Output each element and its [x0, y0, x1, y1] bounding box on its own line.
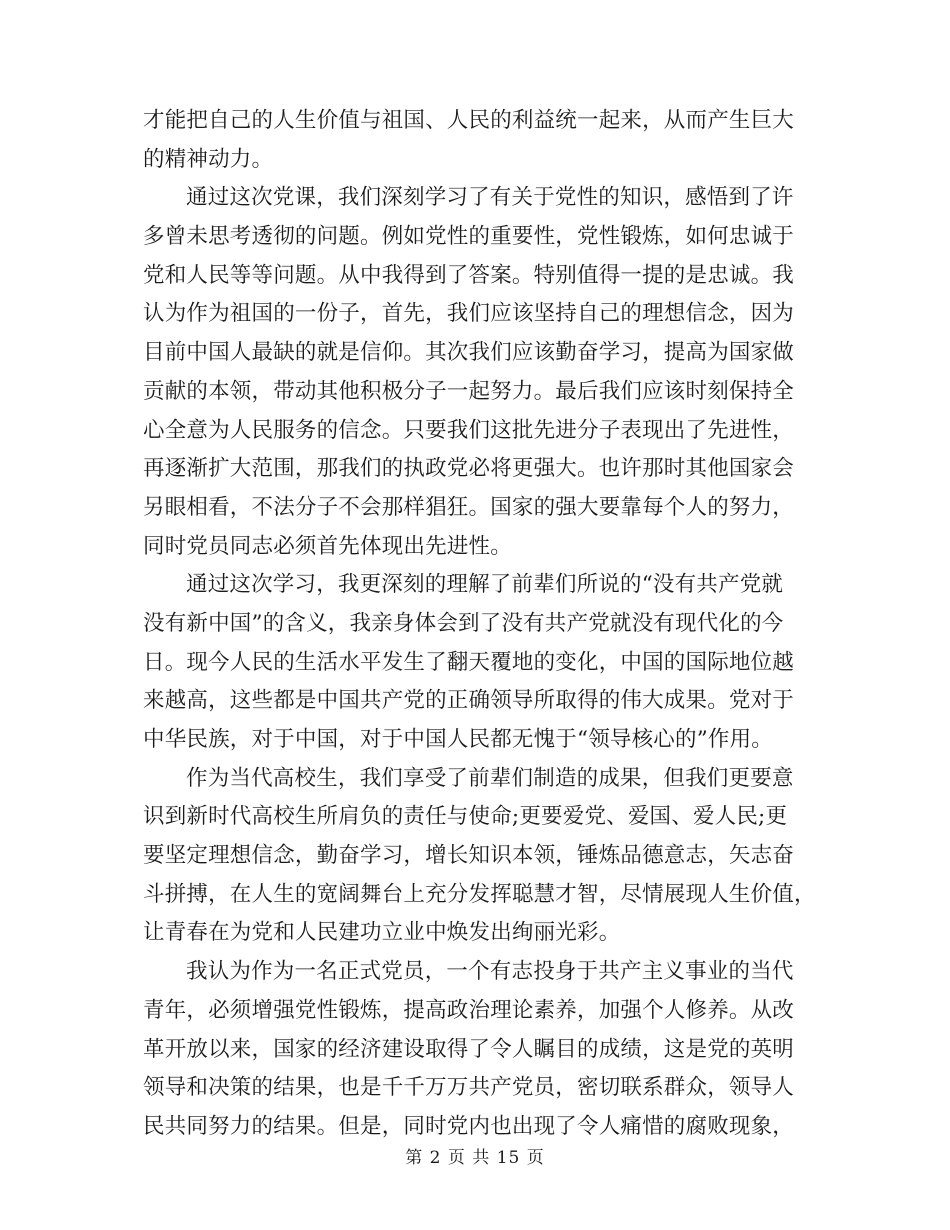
- text-line: 没有新中国”的含义，我亲身体会到了没有共产党就没有现代化的今: [143, 610, 784, 636]
- text-line: 的精神动力。: [143, 146, 274, 172]
- text-line: 斗拼搏，在人生的宽阔舞台上充分发挥聪慧才智，尽情展现人生价值，: [143, 881, 816, 907]
- text-line: 要坚定理想信念，勤奋学习，增长知识本领，锤炼品德意志，矢志奋: [143, 843, 795, 869]
- body-text: [143, 102, 816, 1147]
- text-line: 多曾未思考透彻的问题。例如党性的重要性，党性锻炼，如何忠诚于: [143, 224, 795, 250]
- paragraph-start-line: 我认为作为一名正式党员，一个有志投身于共产主义事业的当代: [186, 959, 794, 985]
- text-line: 另眼相看，不法分子不会那样猖狂。国家的强大要靠每个人的努力，: [143, 494, 795, 520]
- text-line: 同时党员同志必须首先体现出先进性。: [143, 533, 512, 559]
- text-line: 中华民族，对于中国，对于中国人民都无愧于“领导核心的”作用。: [143, 727, 773, 752]
- text-line: 日。现今人民的生活水平发生了翻天覆地的变化，中国的国际地位越: [143, 649, 795, 675]
- text-line: 来越高，这些都是中国共产党的正确领导所取得的伟大成果。党对于: [143, 688, 795, 714]
- paragraph-start-line: 通过这次学习，我更深刻的理解了前辈们所说的“没有共产党就: [186, 572, 784, 598]
- text-line: 领导和决策的结果，也是千千万万共产党员，密切联系群众，领导人: [143, 1075, 795, 1101]
- text-line: 再逐渐扩大范围，那我们的执政党必将更强大。也许那时其他国家会: [143, 456, 795, 482]
- page-number-footer: 第 2 页 共 15 页: [405, 1148, 545, 1168]
- text-line: 识到新时代高校生所肩负的责任与使命;更要爱党、爱国、爱人民;更: [143, 804, 788, 830]
- text-line: 党和人民等等问题。从中我得到了答案。特别值得一提的是忠诚。我: [143, 262, 795, 288]
- text-line: 民共同努力的结果。但是，同时党内也出现了令人痛惜的腐败现象，: [143, 1113, 795, 1139]
- paragraph-start-line: 作为当代高校生，我们享受了前辈们制造的成果，但我们更要意: [186, 765, 794, 791]
- text-line: 才能把自己的人生价值与祖国、人民的利益统一起来，从而产生巨大: [143, 108, 795, 133]
- text-line: 革开放以来，国家的经济建设取得了令人瞩目的成绩，这是党的英明: [143, 1036, 795, 1062]
- text-line: 让青春在为党和人民建功立业中焕发出绚丽光彩。: [143, 920, 621, 946]
- text-line: 贡献的本领，带动其他积极分子一起努力。最后我们应该时刻保持全: [143, 378, 795, 404]
- text-line: 目前中国人最缺的就是信仰。其次我们应该勤奋学习，提高为国家做: [143, 340, 795, 366]
- text-line: 认为作为祖国的一份子，首先，我们应该坚持自己的理想信念，因为: [143, 301, 795, 327]
- text-line: 心全意为人民服务的信念。只要我们这批先进分子表现出了先进性，: [143, 417, 795, 443]
- text-line: 青年，必须增强党性锻炼，提高政治理论素养，加强个人修养。从改: [143, 997, 795, 1023]
- paragraph-start-line: 通过这次党课，我们深刻学习了有关于党性的知识，感悟到了许: [186, 185, 794, 211]
